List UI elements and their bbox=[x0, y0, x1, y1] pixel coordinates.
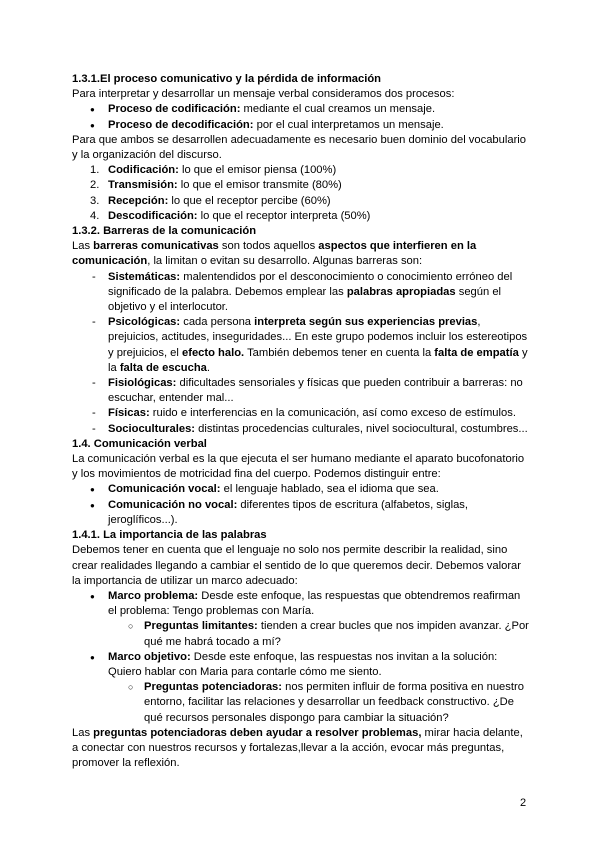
list-item: ● Marco objetivo: Desde este enfoque, las respuestas nos invitan a la solución: Quiero hablar con Maria para contarle cómo me siento. bbox=[72, 650, 532, 680]
list-item: 3. Recepción: lo que el receptor percibe (60%) bbox=[90, 194, 331, 207]
list-item: 2. Transmisión: lo que el emisor transmite (80%) bbox=[90, 179, 342, 192]
list-item: 4. Descodificación: lo que el receptor interpreta (50%) bbox=[90, 209, 371, 222]
list-item: ● Marco problema: Desde este enfoque, las respuestas que obtendremos reafirman el problema: Tengo problemas con María. bbox=[72, 589, 532, 619]
heading-1-4: 1.4. Comunicación verbal bbox=[72, 437, 207, 450]
dash-list bbox=[72, 270, 532, 437]
list-item: - Socioculturales: distintas procedencias culturales, nivel sociocultural, costumbres... bbox=[72, 422, 532, 437]
bullet-list bbox=[72, 589, 532, 726]
list-item: 1. Codificación: lo que el emisor piensa (100%) bbox=[90, 164, 337, 177]
heading-1-3-1: 1.3.1.El proceso comunicativo y la pérdida de información bbox=[72, 73, 381, 85]
list-item: ○ Preguntas limitantes: tienden a crear bucles que nos impiden avanzar. ¿Por qué me habrá tocado a mí? bbox=[72, 619, 532, 649]
bullet-list bbox=[72, 102, 532, 132]
paragraph: Para que ambos se desarrollen adecuadamente es necesario buen dominio del vocabulario y la organización del discurso. bbox=[72, 133, 527, 162]
bullet-list bbox=[72, 482, 532, 528]
paragraph: Para interpretar y desarrollar un mensaje verbal consideramos dos procesos: bbox=[72, 88, 455, 101]
list-item: - Psicológicas: cada persona interpreta según sus experiencias previas, prejuicios, actitudes, inseguridades... En este grupo podemos incluir los estereotipos y prejuicios, el efecto halo. También debemos tener en cuenta la falta de empatía y la falta de escucha. bbox=[72, 315, 532, 376]
paragraph: Las preguntas potenciadoras deben ayudar a resolver problemas, mirar hacia delante, a conectar con nuestros recursos y fortalezas,llevar a la acción, evocar más preguntas, promover la reflexión. bbox=[72, 726, 523, 770]
list-item: ● Comunicación no vocal: diferentes tipos de escritura (alfabetos, siglas, jeroglíficos...). bbox=[72, 498, 532, 528]
numbered-list bbox=[72, 163, 532, 224]
page-number: 2 bbox=[520, 797, 527, 809]
heading-1-4-1: 1.4.1. La importancia de las palabras bbox=[72, 529, 267, 542]
list-item: - Fisiológicas: dificultades sensoriales y físicas que pueden contribuir a barreras: no escuchar, entender mal... bbox=[72, 376, 532, 406]
list-item: ● Proceso de decodificación: por el cual interpretamos un mensaje. bbox=[72, 118, 532, 133]
list-item: ● Proceso de codificación: mediante el cual creamos un mensaje. bbox=[72, 102, 532, 117]
document-body bbox=[72, 72, 532, 771]
paragraph: Debemos tener en cuenta que el lenguaje no solo nos permite describir la realidad, sino crear realidades llegando a cambiar el sentido de lo que queremos decir. Debemos valorar la importancia de utilizar un marco adecuado: bbox=[72, 544, 521, 587]
list-item: ● Comunicación vocal: el lenguaje hablado, sea el idioma que sea. bbox=[72, 482, 532, 497]
paragraph: La comunicación verbal es la que ejecuta el ser humano mediante el aparato bucofonatorio y los movimientos de motricidad fina del cuerpo. Podemos distinguir entre: bbox=[72, 453, 525, 481]
heading-1-3-2: 1.3.2. Barreras de la comunicación bbox=[72, 225, 257, 238]
list-item: - Físicas: ruido e interferencias en la comunicación, así como exceso de estímulos. bbox=[72, 406, 532, 421]
list-item: ○ Preguntas potenciadoras: nos permiten influir de forma positiva en nuestro entorno, facilitar las relaciones y desarrollar un feedback constructivo. ¿De qué recursos personales dispongo para cambiar la situación? bbox=[72, 680, 532, 726]
list-item: - Sistemáticas: malentendidos por el desconocimiento o conocimiento erróneo del significado de la palabra. Debemos emplear las palabras apropiadas según el objetivo y el interlocutor. bbox=[72, 270, 532, 316]
paragraph: Las barreras comunicativas son todos aquellos aspectos que interfieren en la comunicación, la limitan o evitan su desarrollo. Algunas barreras son: bbox=[72, 240, 477, 268]
